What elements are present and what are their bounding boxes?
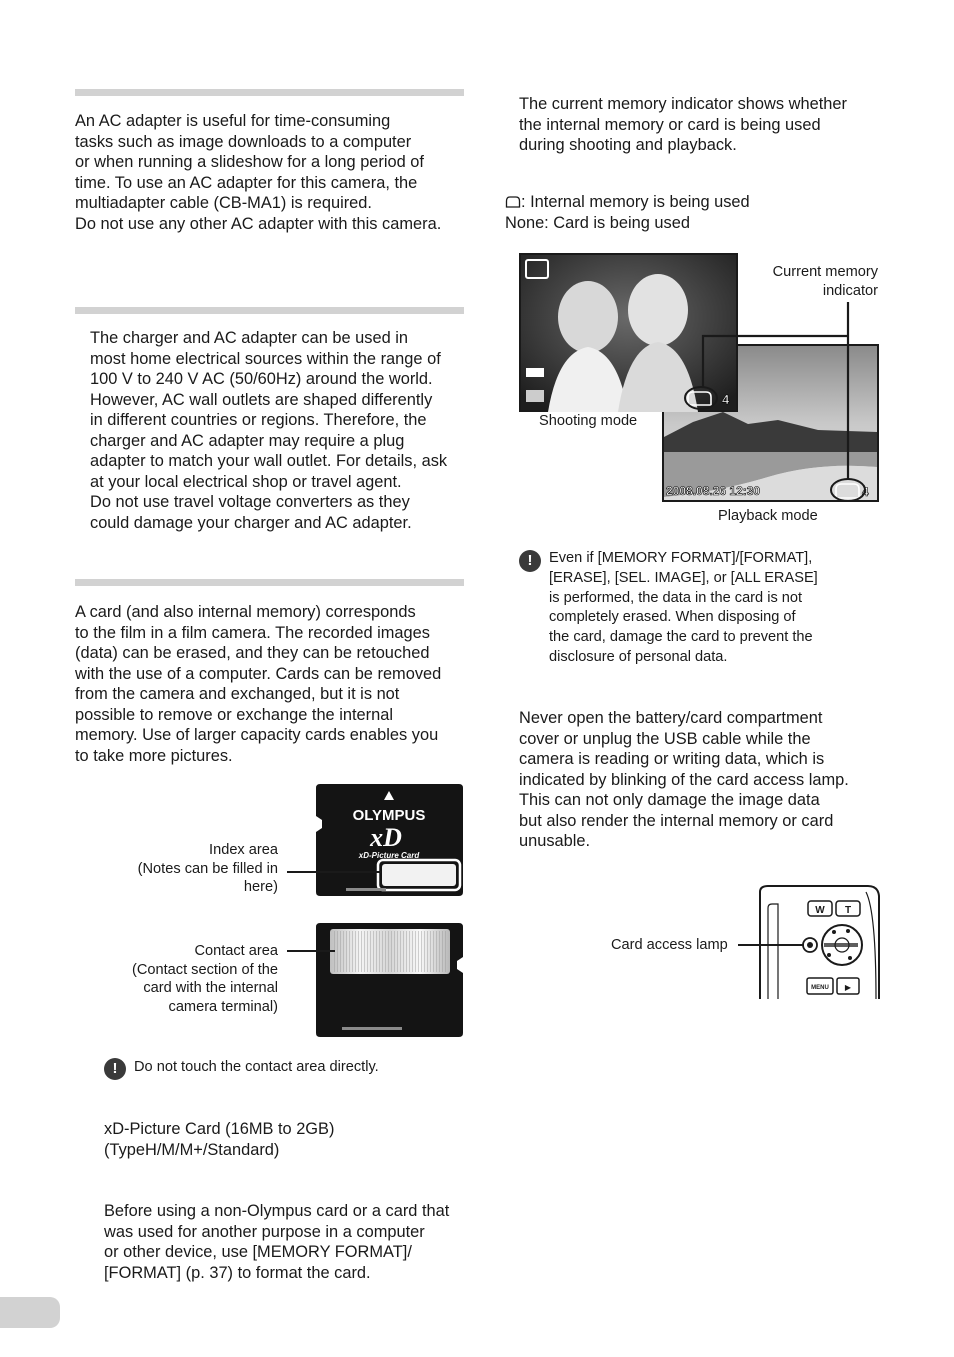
index-area (382, 864, 456, 886)
shooting-mode-caption: Shooting mode (539, 413, 638, 429)
index-area-leader-line (287, 871, 381, 873)
ac-adapter-paragraph: An AC adapter is useful for time-consuming tasks such as image downloads to a computer or when running a slideshow for a long period of time. To use an AC adapter for this camera, the multiadapter cable (CB-MA1) is required. Do not use any other AC adapter with this camera. (75, 112, 442, 233)
contact-area-leader-line (287, 950, 335, 952)
erase-warning-text: Even if [MEMORY FORMAT]/[FORMAT], [ERASE], [SEL. IMAGE], or [ALL ERASE] is performed, the data in the card is not completely erased. When disposing of the card, damage the card to prevent the disclosure of personal data. (549, 550, 818, 665)
contact-warning-text: Do not touch the contact area directly. (134, 1059, 379, 1075)
contact-area-caption: Contact area (Contact section of the card with the internal camera terminal) (131, 943, 278, 1015)
card-subtitle: xD-Picture Card (358, 851, 420, 860)
card-line: None: Card is being used (505, 213, 690, 232)
format-paragraph: Before using a non-Olympus card or a card that was used for another purpose in a computer or other device, use [MEMORY FORMAT]/ [FORMAT] (p. 37) to format the card. (104, 1202, 450, 1282)
playback-count: 4 (862, 485, 869, 499)
shots-remaining: 4 (722, 392, 730, 407)
section-bar-card (75, 579, 464, 586)
shooting-screen (520, 254, 737, 412)
xd-card-front-illustration (316, 784, 463, 896)
charger-paragraph: The charger and AC adapter can be used in most home electrical sources within the range of 100 V to 240 V AC (50/60Hz) around the world. However, AC wall outlets are shaped differently in different countries or regions. Therefore, the charger and AC adapter may require a plug adapter to match your wall outlet. For details, ask at your local electrical shop or travel agent. Do not use travel voltage converters as they could damage your charger and AC adapter. (90, 329, 448, 532)
card-paragraph: A card (and also internal memory) corresponds to the film in a film camera. The recorded images (data) can be erased, and they can be retouched with the use of a computer. Cards can be removed from the camera and exchanged, but it is not possible to remove or exchange the internal memory. Use of larger capacity cards enables you to take more pictures. (75, 603, 442, 765)
playback-datetime: 2008.08.26 12:30 (666, 484, 761, 498)
internal-memory-icon (505, 196, 521, 208)
erase-warning-icon: ! (519, 550, 541, 572)
compatible-cards: xD-Picture Card (16MB to 2GB) (TypeH/M/M+/Standard) (104, 1120, 335, 1159)
xd-card-back-illustration (316, 923, 463, 1037)
card-access-lamp-leader-line (738, 944, 804, 946)
memory-legend (505, 192, 750, 233)
page-number-tab (0, 1297, 60, 1328)
svg-text:MENU: MENU (811, 985, 829, 991)
internal-memory-line: : Internal memory is being used (521, 193, 750, 211)
card-logo: xD (370, 823, 402, 852)
section-bar-charger-abroad (75, 307, 464, 314)
section-bar-ac-adapter (75, 89, 464, 96)
playback-mode-caption: Playback mode (718, 508, 818, 524)
current-memory-caption: Current memory indicator (772, 264, 878, 299)
svg-text:W: W (815, 905, 825, 916)
contact-warning-icon: ! (104, 1058, 126, 1080)
card-access-paragraph: Never open the battery/card compartment cover or unplug the USB cable while the camera is reading or writing data, which is indicated by blinking of the card access lamp. This can not only damage the image data but also render the internal memory or card unusable. (519, 709, 849, 850)
card-access-lamp-caption: Card access lamp (611, 937, 728, 953)
camera-back-illustration (758, 882, 882, 1000)
index-area-caption: Index area (Notes can be filled in here) (137, 842, 278, 895)
svg-text:T: T (844, 905, 852, 916)
svg-text:▶: ▶ (844, 983, 852, 992)
memory-indicator-paragraph: The current memory indicator shows whether the internal memory or card is being used during shooting and playback. (519, 95, 847, 154)
card-brand: OLYMPUS (352, 807, 426, 824)
